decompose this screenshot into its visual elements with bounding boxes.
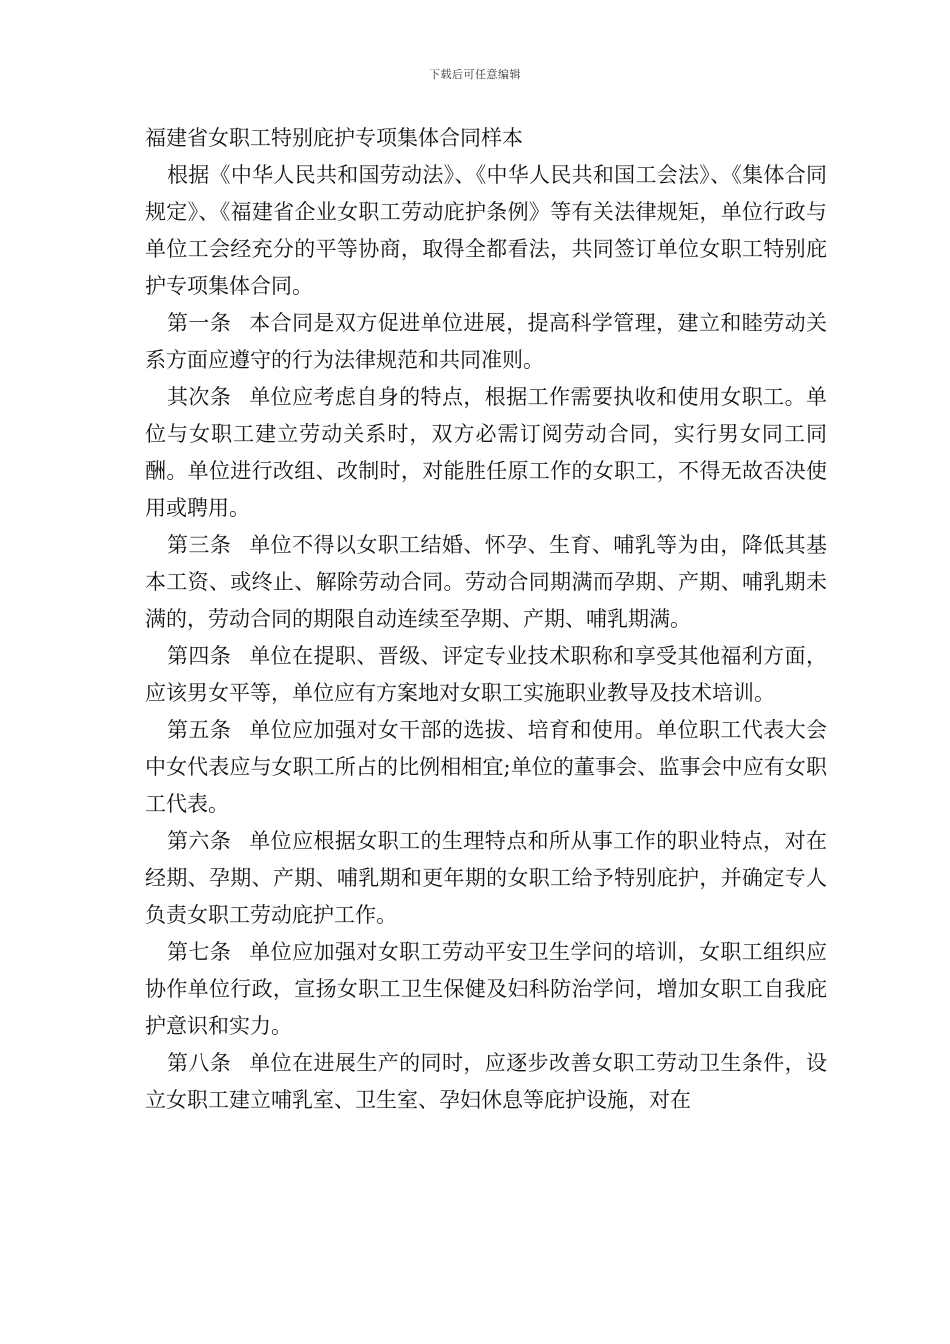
article-2 <box>145 379 827 527</box>
article-text: 单位应考虑自身的特点，根据工作需要执收和使用女职工。单位与女职工建立劳动关系时，双方必需订阅劳动合同，实行男女同工同酬。单位进行改组、改制时，对能胜任原工作的女职工，不得无故否决使用或聘用。 <box>145 385 828 520</box>
article-3 <box>145 527 827 638</box>
header-note: 下载后可任意编辑 <box>429 68 521 81</box>
article-6 <box>145 823 827 934</box>
article-number: 第四条 <box>167 644 232 668</box>
article-1 <box>145 305 827 379</box>
article-text: 单位不得以女职工结婚、怀孕、生育、哺乳等为由，降低其基本工资、或终止、解除劳动合同。劳动合同期满而孕期、产期、哺乳期未满的，劳动合同的期限自动连续至孕期、产期、哺乳期满。 <box>145 533 828 631</box>
preamble-paragraph: 根据《中华人民共和国劳动法》、《中华人民共和国工会法》、《集体合同规定》、《福建省企业女职工劳动庇护条例》等有关法律规矩，单位行政与单位工会经充分的平等协商，取得全都看法，共同签订单位女职工特别庇护专项集体合同。 <box>145 163 827 298</box>
article-text: 单位在进展生产的同时，应逐步改善女职工劳动卫生条件，设立女职工建立哺乳室、卫生室、孕妇休息等庇护设施，对在 <box>145 1051 828 1112</box>
article-5 <box>145 712 827 823</box>
article-4 <box>145 638 827 712</box>
article-number: 第六条 <box>167 829 232 853</box>
document-title: 福建省女职工特别庇护专项集体合同样本 <box>145 126 523 150</box>
article-text: 单位应加强对女职工劳动平安卫生学问的培训，女职工组织应协作单位行政，宣扬女职工卫生保健及妇科防治学问，增加女职工自我庇护意识和实力。 <box>145 940 828 1038</box>
document-body <box>145 120 827 1119</box>
article-text: 单位在提职、晋级、评定专业技术职称和享受其他福利方面，应该男女平等，单位应有方案地对女职工实施职业教导及技术培训。 <box>145 644 828 705</box>
article-7 <box>145 934 827 1045</box>
article-number: 第七条 <box>167 940 232 964</box>
article-text: 本合同是双方促进单位进展，提高科学管理，建立和睦劳动关系方面应遵守的行为法律规范和共同准则。 <box>145 311 828 372</box>
article-number: 其次条 <box>167 385 232 409</box>
article-text: 单位应根据女职工的生理特点和所从事工作的职业特点，对在经期、孕期、产期、哺乳期和更年期的女职工给予特别庇护，并确定专人负责女职工劳动庇护工作。 <box>145 829 828 927</box>
article-number: 第五条 <box>167 718 232 742</box>
article-number: 第八条 <box>167 1051 232 1075</box>
article-8 <box>145 1045 827 1119</box>
article-number: 第三条 <box>167 533 232 557</box>
article-text: 单位应加强对女干部的选拔、培育和使用。单位职工代表大会中女代表应与女职工所占的比例相相宜;单位的董事会、监事会中应有女职工代表。 <box>145 718 828 816</box>
article-number: 第一条 <box>167 311 232 335</box>
